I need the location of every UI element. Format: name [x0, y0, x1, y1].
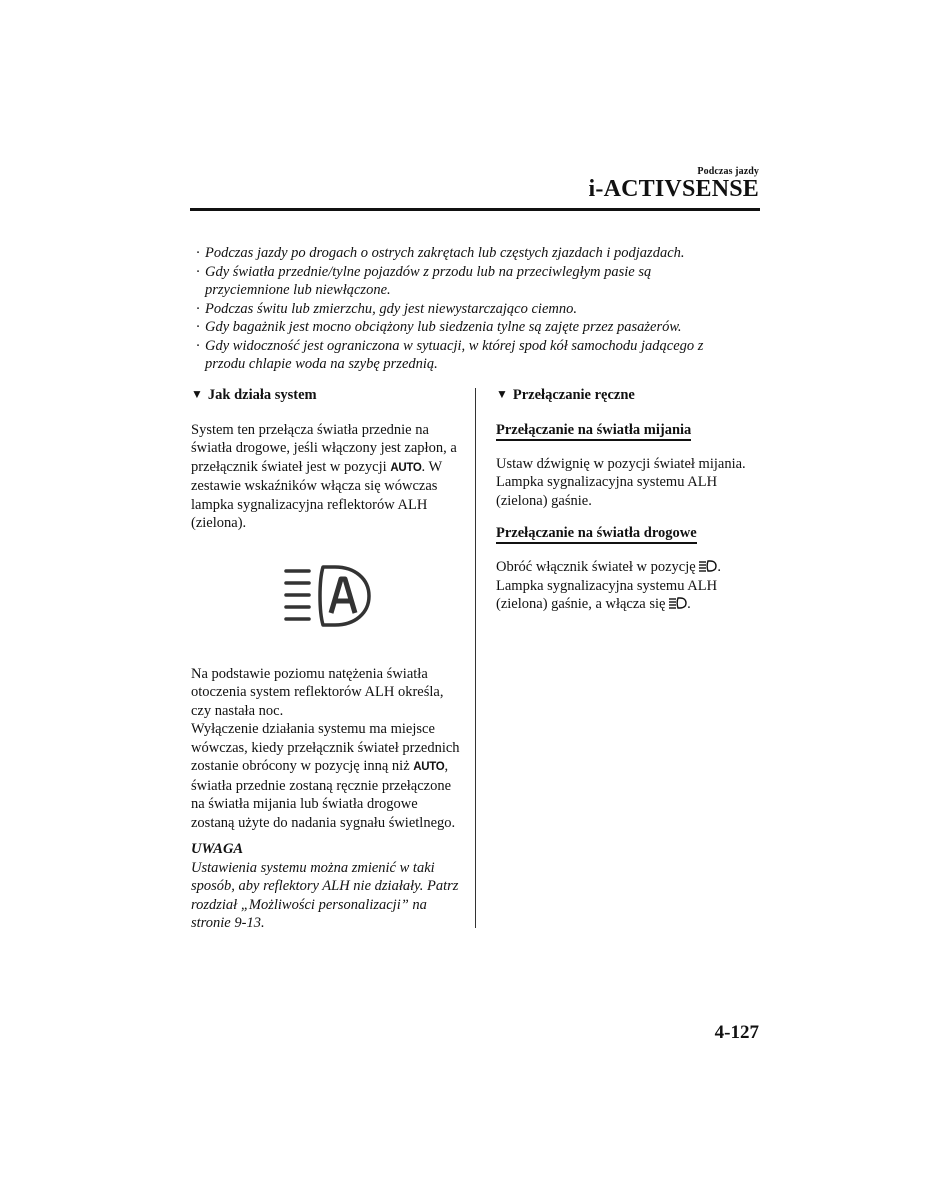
page-number: 4-127	[714, 1022, 759, 1043]
triangle-marker-icon: ▼	[191, 387, 203, 401]
low-beam-text: Ustaw dźwignię w pozycji świateł mijania. Lampka sygnalizacyjna systemu ALH (zielona) gaśnie.	[496, 455, 746, 509]
note-label: UWAGA	[191, 841, 244, 857]
subheading-low-beam: Przełączanie na światła mijania	[496, 422, 691, 441]
bullet-marker: ·	[196, 337, 200, 354]
left-column	[191, 386, 463, 933]
list-item: · Podczas jazdy po drogach o ostrych zakrętach lub częstych zjazdach i podjazdach.	[196, 245, 685, 261]
page-title: i-ACTIVSENSE	[588, 176, 759, 202]
right-column	[496, 386, 766, 614]
subheading-high-beam: Przełączanie na światła drogowe	[496, 525, 697, 544]
high-beam-text: Obróć włącznik świateł w pozycję . Lampka sygnalizacyjna systemu ALH (zielona) gaśnie, a włącza się .	[496, 559, 721, 612]
list-item: · Gdy bagażnik jest mocno obciążony lub siedzenia tylne są zajęte przez pasażerów.	[196, 319, 682, 335]
system-description: System ten przełącza światła przednie na światła drogowe, jeśli włączony jest zapłon, a przełącznik świateł jest w pozycji AUTO. W zestawie wskaźników włącza się wówczas lampka sygnalizacyjna reflektorów ALH (zielona).	[191, 421, 457, 531]
bullet-marker: ·	[196, 263, 200, 280]
bullet-marker: ·	[196, 319, 200, 335]
bullet-marker: ·	[196, 300, 200, 317]
alh-headlight-auto-icon	[283, 563, 463, 643]
high-beam-icon	[669, 597, 687, 609]
section-heading-przelaczanie-reczne: ▼ Przełączanie ręczne	[496, 387, 635, 403]
column-divider	[475, 388, 476, 928]
auto-label: AUTO	[413, 761, 445, 773]
bullet-marker: ·	[196, 245, 200, 261]
bullet-list	[196, 244, 796, 374]
deactivation-text: Wyłączenie działania systemu ma miejsce wówczas, kiedy przełącznik świateł przednich zostanie obrócony w pozycję inną niż AUTO, światła przednie zostaną ręcznie przełączone na światła mijania lub światła drogowe zostaną użyte do nadania sygnału świetlnego.	[191, 721, 460, 831]
header-rule	[190, 208, 760, 211]
triangle-marker-icon: ▼	[496, 387, 508, 401]
header-section: Podczas jazdy	[697, 166, 759, 177]
alh-headlight-auto-icon-svg	[283, 563, 373, 633]
list-item: · Gdy światła przednie/tylne pojazdów z przodu lub na przeciwległym pasie są przyciemnione lub niewłączone.	[196, 263, 652, 298]
note-text: Ustawienia systemu można zmienić w taki sposób, aby reflektory ALH nie działały. Patrz rozdział „Możliwości personalizacji” na stronie 9-13.	[191, 859, 459, 931]
list-item: · Gdy widoczność jest ograniczona w sytuacji, w której spod kół samochodu jadącego z przodu chlapie woda na szybę przednią.	[196, 337, 704, 372]
list-item: · Podczas świtu lub zmierzchu, gdy jest niewystarczająco ciemno.	[196, 300, 577, 317]
section-heading-jak-dziala: ▼ Jak działa system	[191, 387, 317, 403]
auto-label: AUTO	[390, 461, 422, 474]
alh-night-detection: Na podstawie poziomu natężenia światła otoczenia system reflektorów ALH określa, czy nastała noc.	[191, 665, 444, 719]
high-beam-icon	[699, 560, 717, 572]
